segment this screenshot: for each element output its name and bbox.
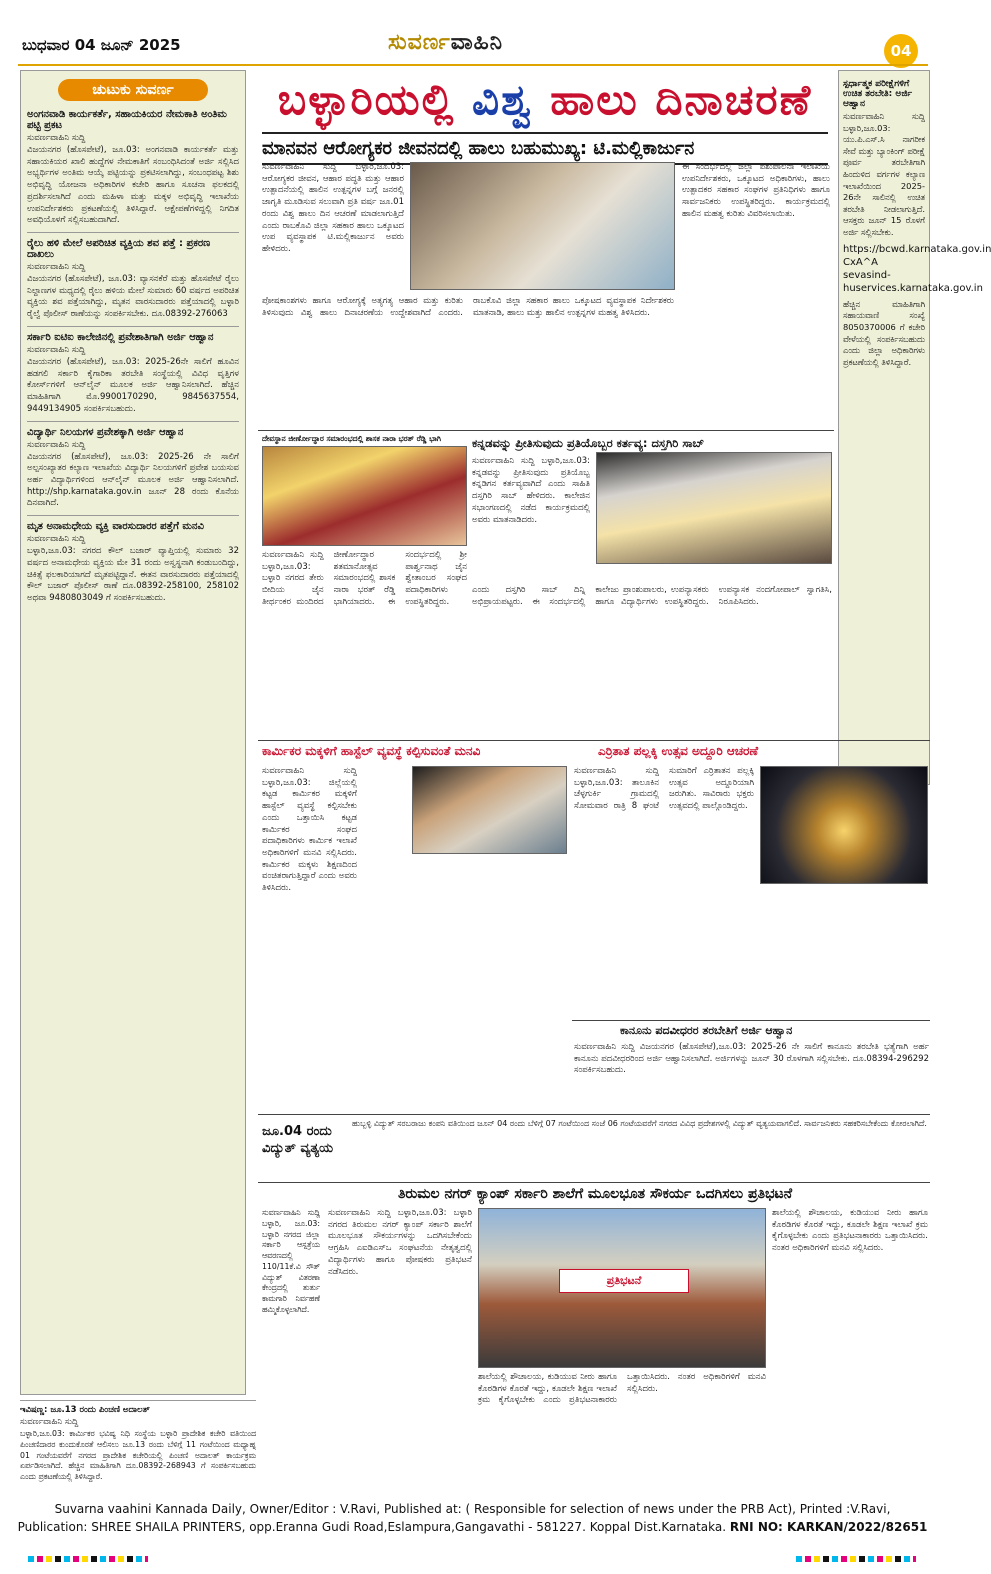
headline-part-a: ಬಳ್ಳಾರಿಯಲ್ಲಿ xyxy=(277,75,456,124)
tirumala-text-c: ಶಾಲೆಯಲ್ಲಿ ಶೌಚಾಲಯ, ಕುಡಿಯುವ ನೀರು ಹಾಗೂ ಕೊಠಡಿಗಳ ಕೊರತೆ ಇದ್ದು, ಕೂಡಲೇ ಶಿಕ್ಷಣ ಇಲಾಖೆ ಕ್ರಮ ಕೈಗೊಳ್ಳಬೇಕು ಎಂದು ಪ್ರತಿಭಟನಾಕಾರರು ಒತ್ತಾಯಿಸಿದರು. ನಂತರ ಅಧಿಕಾರಿಗಳಿಗೆ ಮನವಿ ಸಲ್ಲಿಸಿದರು. xyxy=(772,1208,928,1254)
kannada-text-a: ಸುವರ್ಣವಾಹಿನಿ ಸುದ್ದಿ ಬಳ್ಳಾರಿ,ಜೂ.03: ಕನ್ನಡವನ್ನು ಪ್ರೀತಿಸುವುದು ಪ್ರತಿಯೊಬ್ಬ ಕನ್ನಡಿಗನ ಕರ್ತವ್ಯವಾಗಿದೆ ಎಂದು ಸಾಹಿತಿ ದಸ್ತಗಿರಿ ಸಾಬ್ ಹೇಳಿದರು. ಕಾಲೇಜಿನ ಸಭಾಂಗಣದಲ್ಲಿ ನಡೆದ ಕಾರ್ಯಕ್ರಮದಲ್ಲಿ ಅವರು ಮಾತನಾಡಿದರು. xyxy=(472,456,590,525)
brief-4-byline: ಸುವರ್ಣವಾಹಿನಿ ಸುದ್ದಿ xyxy=(27,439,86,450)
rule xyxy=(258,1114,930,1115)
lead-subheadline: ಮಾನವನ ಆರೋಗ್ಯಕರ ಜೀವನದಲ್ಲಿ ಹಾಲು ಬಹುಮುಖ್ಯ: ಟಿ.ಮಲ್ಲಿಕಾರ್ಜುನ xyxy=(262,132,828,165)
header-divider xyxy=(18,64,928,66)
registration-marks-left xyxy=(28,1556,148,1562)
tirumala-text-b: ಶಾಲೆಯಲ್ಲಿ ಶೌಚಾಲಯ, ಕುಡಿಯುವ ನೀರು ಹಾಗೂ ಕೊಠಡಿಗಳ ಕೊರತೆ ಇದ್ದು, ಕೂಡಲೇ ಶಿಕ್ಷಣ ಇಲಾಖೆ ಕ್ರಮ ಕೈಗೊಳ್ಳಬೇಕು ಎಂದು ಪ್ರತಿಭಟನಾಕಾರರು ಒತ್ತಾಯಿಸಿದರು. ನಂತರ ಅಧಿಕಾರಿಗಳಿಗೆ ಮನವಿ ಸಲ್ಲಿಸಿದರು. xyxy=(478,1372,766,1406)
lead-text-col2: ಪೋಷಕಾಂಶಗಳು ಹಾಗೂ ಆರೋಗ್ಯಕ್ಕೆ ಅತ್ಯಗತ್ಯ ಆಹಾರ ಮತ್ತು ಕುರಿತು ತಿಳಿಸುವುದು ವಿಶ್ವ ಹಾಲು ದಿನಾಚರಣೆಯ ಉದ್ದೇಶವಾಗಿದೆ ಎಂದರು. ರಾಬಕೊವಿ ಜಿಲ್ಲಾ ಸಹಕಾರ ಹಾಲು ಒಕ್ಕೂಟದ ವ್ಯವಸ್ಥಾಪಕ ನಿರ್ದೇಶಕರು ಮಾತನಾಡಿ, ಹಾಲು ಮತ್ತು ಹಾಲಿನ ಉತ್ಪನ್ನಗಳ ಮಹತ್ವ ತಿಳಿಸಿದರು. xyxy=(262,296,674,318)
rule xyxy=(258,1182,930,1183)
rule xyxy=(258,740,930,741)
festival-headline: ಎರ್ರಿತಾತ ಪಲ್ಲಕ್ಕಿ ಉತ್ಸವ ಅದ್ದೂರಿ ಆಚರಣೆ xyxy=(598,744,759,758)
brief-5-text: ಬಳ್ಳಾರಿ,ಜೂ.03: ನಗರದ ಕೌಲ್ ಬಜಾರ್ ವ್ಯಾಪ್ತಿಯಲ್ಲಿ ಸುಮಾರು 32 ವರ್ಷದ ಅನಾಮಧೇಯ ವ್ಯಕ್ತಿಯ ಮೇ 31 ರಂದು ಅಸ್ವಸ್ಥನಾಗಿ ಕಂಡುಬಂದಿದ್ದು, ಚಿಕಿತ್ಸೆ ಫಲಕಾರಿಯಾಗದೆ ಮೃತಪಟ್ಟಿದ್ದಾನೆ. ಈತನ ವಾರಸುದಾರರು ಪತ್ತೆಯಾದಲ್ಲಿ ಕೌಲ್ ಬಜಾರ್ ಪೊಲೀಸ್ ಠಾಣೆ ದೂ.08392-258100, 258102 ಅಥವಾ 9480803049 ಗೆ ಸಂಪರ್ಕಿಸಬಹುದು. xyxy=(27,546,239,603)
brief-3-text: ವಿಜಯನಗರ (ಹೊಸಪೇಟೆ), ಜೂ.03: 2025-26ನೇ ಸಾಲಿಗೆ ಹೂವಿನ ಹಡಗಲಿ ಸರ್ಕಾರಿ ಕೈಗಾರಿಕಾ ತರಬೇತಿ ಸಂಸ್ಥೆಯಲ್ಲಿ ವಿವಿಧ ವೃತ್ತಿಗಳ ಕೋರ್ಸ್‌ಗಳಿಗೆ ಆನ್‌ಲೈನ್ ಮೂಲಕ ಅರ್ಜಿ ಆಹ್ವಾನಿಸಲಾಗಿದೆ. ಹೆಚ್ಚಿನ ಮಾಹಿತಿಗಾಗಿ ಮೊ.9900170290, 9845637554, 9449134905 ಸಂಪರ್ಕಿಸಬಹುದು. xyxy=(27,356,239,414)
footer-line-2: Publication: SHREE SHAILA PRINTERS, opp.Eranna Gudi Road,Eslampura,Gangavathi - 581227. Koppal Dist.Karnataka. xyxy=(17,1520,727,1534)
right-text-b: ಹೆಚ್ಚಿನ ಮಾಹಿತಿಗಾಗಿ ಸಹಾಯವಾಣಿ ಸಂಖ್ಯೆ 8050370006 ಗೆ ಕಚೇರಿ ವೇಳೆಯಲ್ಲಿ ಸಂಪರ್ಕಿಸಬಹುದು ಎಂದು ಜಿಲ್ಲಾ ಅಧಿಕಾರಿಗಳು ಪ್ರಕಟಣೆಯಲ್ಲಿ ತಿಳಿಸಿದ್ದಾರೆ. xyxy=(843,298,925,367)
right-sidebar xyxy=(838,70,991,785)
page-header xyxy=(0,0,945,62)
right-headline: ಸ್ಪರ್ಧಾತ್ಮಕ ಪರೀಕ್ಷೆಗಳಿಗೆ ಉಚಿತ ತರಬೇತಿ: ಅರ್ಜಿ ಆಹ್ವಾನ xyxy=(843,79,913,109)
lead-headline xyxy=(255,72,835,127)
brief-1-text: ವಿಜಯನಗರ (ಹೊಸಪೇಟೆ), ಜೂ.03: ಅಂಗನವಾಡಿ ಕಾರ್ಯಕರ್ತೆ ಮತ್ತು ಸಹಾಯಕಿಯರ ಖಾಲಿ ಹುದ್ದೆಗಳ ನೇಮಕಾತಿಗೆ ಸಂಬಂಧಿಸಿದಂತೆ ಅರ್ಜಿ ಸಲ್ಲಿಸಿದ ಅಭ್ಯರ್ಥಿಗಳ ಅಂತಿಮ ಆಯ್ಕೆ ಪಟ್ಟಿಯನ್ನು ಪ್ರಕಟಿಸಲಾಗಿದ್ದು, ಸಂಬಂಧಪಟ್ಟ ಶಿಶು ಅಭಿವೃದ್ಧಿ ಯೋಜನಾ ಅಧಿಕಾರಿಗಳ ಕಚೇರಿ ಹಾಗೂ ಸೂಚನಾ ಫಲಕದಲ್ಲಿ ಪ್ರದರ್ಶಿಸಲಾಗಿದೆ ಎಂದು ಮಹಿಳಾ ಮತ್ತು ಮಕ್ಕಳ ಅಭಿವೃದ್ಧಿ ಇಲಾಖೆಯ ಉಪನಿರ್ದೇಶಕರು ಪ್ರಕಟಣೆಯಲ್ಲಿ ತಿಳಿಸಿದ್ದಾರೆ. ಆಕ್ಷೇಪಣೆಗಳಿದ್ದಲ್ಲಿ ನಿಗದಿತ ಅವಧಿಯೊಳಗೆ ಸಲ್ಲಿಸಬಹುದಾಗಿದೆ. xyxy=(27,145,239,226)
rni-number: RNI NO: KARKAN/2022/82651 xyxy=(729,1520,928,1534)
law-headline: ಕಾನೂನು ಪದವೀಧರರ ತರಬೇತಿಗೆ ಅರ್ಜಿ ಆಹ್ವಾನ xyxy=(620,1024,793,1037)
rule xyxy=(572,1020,930,1021)
headline-part-c: ಹಾಲು ದಿನಾಚರಣೆ xyxy=(550,75,813,124)
issue-date: ಬುಧವಾರ 04 ಜೂನ್ 2025 xyxy=(22,36,181,54)
brief-4-headline: ವಿದ್ಯಾರ್ಥಿ ನಿಲಯಗಳ ಪ್ರವೇಶಕ್ಕಾಗಿ ಅರ್ಜಿ ಆಹ್ವಾನ xyxy=(27,426,184,438)
footer-line-1: Suvarna vaahini Kannada Daily, Owner/Editor : V.Ravi, Published at: ( Responsible for selection of news under the PRB Act), Printed :V.Ravi, xyxy=(54,1502,891,1516)
lead-text-col1: ಸುವರ್ಣವಾಹಿನಿ ಸುದ್ದಿ ಬಳ್ಳಾರಿ,ಜೂ.03: ಆರೋಗ್ಯಕರ ಜೀವನ, ಆಹಾರ ಪದ್ಧತಿ ಮತ್ತು ಆಹಾರ ಉತ್ಪಾದನೆಯಲ್ಲಿ ಹಾಲಿನ ಉತ್ಪನ್ನಗಳ ಬಗ್ಗೆ ಜನರಲ್ಲಿ ಜಾಗೃತಿ ಮೂಡಿಸುವ ಸಲುವಾಗಿ ಪ್ರತಿ ವರ್ಷ ಜೂ.01 ರಂದು ವಿಶ್ವ ಹಾಲು ದಿನ ಆಚರಣೆ ಮಾಡಲಾಗುತ್ತಿದೆ ಎಂದು ರಾಬಕೊವಿ ಜಿಲ್ಲಾ ಸಹಕಾರ ಹಾಲು ಒಕ್ಕೂಟದ ಉಪ ವ್ಯವಸ್ಥಾಪಕ ಟಿ.ಮಲ್ಲಿಕಾರ್ಜುನ ಅವರು ಹೇಳಿದರು. xyxy=(262,162,404,255)
divider xyxy=(27,515,239,516)
section-badge: ಚುಟುಕು ಸುವರ್ಣ xyxy=(58,79,208,101)
hostel-headline: ಕಾರ್ಮಿಕರ ಮಕ್ಕಳಿಗೆ ಹಾಸ್ಟೆಲ್ ವ್ಯವಸ್ಥೆ ಕಲ್ಪಿಸುವಂತೆ ಮನವಿ xyxy=(262,744,481,758)
kannada-headline: ಕನ್ನಡವನ್ನು ಪ್ರೀತಿಸುವುದು ಪ್ರತಿಯೊಬ್ಬರ ಕರ್ತವ್ಯ: ದಸ್ತಗಿರಿ ಸಾಬ್ xyxy=(472,436,705,450)
pension-byline: ಸುವರ್ಣವಾಹಿನಿ ಸುದ್ದಿ xyxy=(20,1417,79,1427)
brief-2-text: ವಿಜಯನಗರ (ಹೊಸಪೇಟೆ), ಜೂ.03: ವ್ಯಾಸನಕೆರೆ ಮತ್ತು ಹೊಸಪೇಟೆ ರೈಲು ನಿಲ್ದಾಣಗಳ ಮಧ್ಯದಲ್ಲಿ ರೈಲು ಹಳಿಯ ಮೇಲೆ ಸುಮಾರು 60 ವರ್ಷದ ಅಪರಿಚಿತ ವ್ಯಕ್ತಿಯ ಶವ ಪತ್ತೆಯಾಗಿದ್ದು, ಮೃತನ ವಾರಸುದಾರರು ಪತ್ತೆಯಾದಲ್ಲಿ ಬಳ್ಳಾರಿ ರೈಲ್ವೆ ಪೊಲೀಸ್ ಠಾಣೆಯನ್ನು ಸಂಪರ್ಕಿಸಬೇಕು. ದೂ.08392-276063 xyxy=(27,274,239,320)
headline-part-b: ವಿಶ್ವ xyxy=(472,75,534,124)
brief-1-headline: ಅಂಗನವಾಡಿ ಕಾರ್ಯಕರ್ತೆ, ಸಹಾಯಕಿಯರ ನೇಮಕಾತಿ ಅಂತಿಮ ಪಟ್ಟಿ ಪ್ರಕಟ xyxy=(27,109,227,131)
left-sidebar xyxy=(20,70,246,1395)
brief-4-text: ವಿಜಯನಗರ (ಹೊಸಪೇಟೆ), ಜೂ.03: 2025-26 ನೇ ಸಾಲಿಗೆ ಅಲ್ಪಸಂಖ್ಯಾತರ ಕಲ್ಯಾಣ ಇಲಾಖೆಯ ವಿದ್ಯಾರ್ಥಿ ನಿಲಯಗಳಿಗೆ ಪ್ರವೇಶ ಬಯಸುವ ಅರ್ಹ ವಿದ್ಯಾರ್ಥಿಗಳಿಂದ ಆನ್‌ಲೈನ್ ಮೂಲಕ ಅರ್ಜಿ ಆಹ್ವಾನಿಸಲಾಗಿದೆ. http://shp.karnataka.gov.in ಜೂನ್ 28 ರಂದು ಕೊನೆಯ ದಿನವಾಗಿದೆ. xyxy=(27,451,239,509)
brief-5-byline: ಸುವರ್ಣವಾಹಿನಿ ಸುದ್ದಿ xyxy=(27,534,86,545)
masthead-part-a: ಸುವರ್ಣ xyxy=(388,30,451,55)
divider xyxy=(27,421,239,422)
right-website-link[interactable]: https://bcwd.karnataka.gov.in CxA^A sevasind-huservices.karnataka.gov.in xyxy=(843,243,991,294)
festival-photo xyxy=(760,766,928,884)
tirumala-headline: ತಿರುಮಲ ನಗರ್ ಕ್ಯಾಂಪ್ ಸರ್ಕಾರಿ ಶಾಲೆಗೆ ಮೂಲಭೂತ ಸೌಕರ್ಯ ಒದಗಿಸಲು ಪ್ರತಿಭಟನೆ xyxy=(397,1186,793,1202)
right-text-a: ಸುವರ್ಣವಾಹಿನಿ ಸುದ್ದಿ ಬಳ್ಳಾರಿ,ಜೂ.03: ಯು.ಪಿ.ಎಸ್.ಸಿ ನಾಗರೀಕ ಸೇವೆ ಮತ್ತು ಬ್ಯಾಂಕಿಂಗ್ ಪರೀಕ್ಷೆ ಪೂರ್ವ ತರಬೇತಿಗಾಗಿ ಹಿಂದುಳಿದ ವರ್ಗಗಳ ಕಲ್ಯಾಣ ಇಲಾಖೆಯಿಂದ 2025-26ನೇ ಸಾಲಿನಲ್ಲಿ ಉಚಿತ ತರಬೇತಿ ನೀಡಲಾಗುತ್ತಿದೆ. ಆಸಕ್ತರು ಜೂನ್ 15 ರೊಳಗೆ ಅರ್ಜಿ ಸಲ್ಲಿಸಬೇಕು. xyxy=(843,111,925,238)
brief-5-headline: ಮೃತ ಅನಾಮಧೇಯ ವ್ಯಕ್ತಿ ವಾರಸುದಾರರ ಪತ್ತೆಗೆ ಮನವಿ xyxy=(27,521,204,533)
brief-2-byline: ಸುವರ್ಣವಾಹಿನಿ ಸುದ್ದಿ xyxy=(27,262,86,273)
lead-photo xyxy=(410,162,675,290)
kannada-text-b: ಎಂದು ದಸ್ತಗಿರಿ ಸಾಬ್ ದಿನ್ನಿ ಅಭಿಪ್ರಾಯಪಟ್ಟರು. ಈ ಸಂದರ್ಭದಲ್ಲಿ ಕಾಲೇಜು ಪ್ರಾಂಶುಪಾಲರು, ಉಪನ್ಯಾಸಕರು ಹಾಗೂ ವಿದ್ಯಾರ್ಥಿಗಳು ಉಪಸ್ಥಿತರಿದ್ದರು. ಉಪನ್ಯಾಸಕ ನಂದಗೋಪಾಲ್ ಸ್ವಾಗತಿಸಿ, ನಿರೂಪಿಸಿದರು. xyxy=(472,585,832,607)
rule xyxy=(258,430,834,431)
divider xyxy=(27,326,239,327)
kannada-photo xyxy=(596,452,832,564)
brief-1-byline: ಸುವರ್ಣವಾಹಿನಿ ಸುದ್ದಿ xyxy=(27,133,86,143)
pension-text: ಬಳ್ಳಾರಿ,ಜೂ.03: ಕಾರ್ಮಿಕರ ಭವಿಷ್ಯ ನಿಧಿ ಸಂಸ್ಥೆಯ ಬಳ್ಳಾರಿ ಪ್ರಾದೇಶಿಕ ಕಚೇರಿ ವತಿಯಿಂದ ಪಿಂಚಣಿದಾರರ ಕುಂದುಕೊರತೆ ಆಲಿಸಲು ಜೂ.13 ರಂದು ಬೆಳಿಗ್ಗೆ 11 ಗಂಟೆಯಿಂದ ಮಧ್ಯಾಹ್ನ 01 ಗಂಟೆಯವರೆಗೆ ನಗರದ ಪ್ರಾದೇಶಿಕ ಕಚೇರಿಯಲ್ಲಿ ಪಿಂಚಣಿ ಅದಾಲತ್ ಕಾರ್ಯಕ್ರಮ ಏರ್ಪಡಿಸಲಾಗಿದೆ. ಹೆಚ್ಚಿನ ಮಾಹಿತಿಗಾಗಿ ದೂ.08392-268943 ಗೆ ಸಂಪರ್ಕಿಸಬಹುದು ಎಂದು ಪ್ರಕಟಣೆಯಲ್ಲಿ ತಿಳಿಸಿದ್ದಾರೆ. xyxy=(20,1429,256,1481)
hostel-text: ಸುವರ್ಣವಾಹಿನಿ ಸುದ್ದಿ ಬಳ್ಳಾರಿ,ಜೂ.03: ಜಿಲ್ಲೆಯಲ್ಲಿ ಕಟ್ಟಡ ಕಾರ್ಮಿಕರ ಮಕ್ಕಳಿಗೆ ಹಾಸ್ಟೆಲ್ ವ್ಯವಸ್ಥೆ ಕಲ್ಪಿಸಬೇಕು ಎಂದು ಒತ್ತಾಯಿಸಿ ಕಟ್ಟಡ ಕಾರ್ಮಿಕರ ಸಂಘದ ಪದಾಧಿಕಾರಿಗಳು ಕಾರ್ಮಿಕ ಇಲಾಖೆ ಅಧಿಕಾರಿಗಳಿಗೆ ಮನವಿ ಸಲ್ಲಿಸಿದರು. ಕಾರ್ಮಿಕರ ಮಕ್ಕಳು ಶಿಕ್ಷಣದಿಂದ ವಂಚಿತರಾಗುತ್ತಿದ್ದಾರೆ ಎಂದು ಅವರು ತಿಳಿಸಿದರು. xyxy=(262,766,357,894)
law-text: ಸುವರ್ಣವಾಹಿನಿ ಸುದ್ದಿ ವಿಜಯನಗರ (ಹೊಸಪೇಟೆ),ಜೂ.03: 2025-26 ನೇ ಸಾಲಿಗೆ ಕಾನೂನು ತರಬೇತಿ ಭತ್ಯೆಗಾಗಿ ಅರ್ಹ ಕಾನೂನು ಪದವೀಧರರಿಂದ ಅರ್ಜಿ ಆಹ್ವಾನಿಸಲಾಗಿದೆ. ಅರ್ಜಿಗಳನ್ನು ಜೂನ್ 30 ರೊಳಗಾಗಿ ಸಲ್ಲಿಸಬೇಕು. ದೂ.08394-296292 ಸಂಪರ್ಕಿಸಬಹುದು. xyxy=(574,1042,929,1076)
page-footer xyxy=(0,1500,945,1536)
temple-text: ಸುವರ್ಣವಾಹಿನಿ ಸುದ್ದಿ ಬಳ್ಳಾರಿ,ಜೂ.03: ಬಳ್ಳಾರಿ ನಗರದ ತೇರು ಬೀದಿಯ ಜೈನ ತೀರ್ಥಂಕರ ಮಂದಿರದ ಜೀರ್ಣೋದ್ಧಾರ ಶತಮಾನೋತ್ಸವ ಸಮಾರಂಭದಲ್ಲಿ ಶಾಸಕ ನಾರಾ ಭರತ್ ರೆಡ್ಡಿ ಭಾಗಿಯಾದರು. ಈ ಸಂದರ್ಭದಲ್ಲಿ ಶ್ರೀ ಪಾರ್ಶ್ವನಾಥ ಜೈನ ಶ್ವೇತಾಂಬರ ಸಂಘದ ಪದಾಧಿಕಾರಿಗಳು ಉಪಸ್ಥಿತರಿದ್ದರು. xyxy=(262,550,467,607)
masthead-part-b: ವಾಹಿನಿ xyxy=(450,30,504,55)
power-headline: ಜೂ.04 ರಂದು ವಿದ್ಯುತ್ ವ್ಯತ್ಯಯ xyxy=(262,1124,334,1156)
brief-3-byline: ಸುವರ್ಣವಾಹಿನಿ ಸುದ್ದಿ xyxy=(27,344,86,355)
pension-brief xyxy=(20,1400,256,1496)
pension-headline: ಇವಿಷಣ್ಣ: ಜೂ.13 ರಂದು ಪಿಂಚಣಿ ಅದಾಲತ್ xyxy=(20,1405,150,1415)
power-text: ಹುಬ್ಬಳ್ಳಿ ವಿದ್ಯುತ್ ಸರಬರಾಜು ಕಂಪನಿ ವತಿಯಿಂದ ಜೂನ್ 04 ರಂದು ಬೆಳಿಗ್ಗೆ 07 ಗಂಟೆಯಿಂದ ಸಂಜೆ 06 ಗಂಟೆಯವರೆಗೆ ನಗರದ ವಿವಿಧ ಪ್ರದೇಶಗಳಲ್ಲಿ ವಿದ್ಯುತ್ ವ್ಯತ್ಯಯವಾಗಲಿದೆ. ಸಾರ್ವಜನಿಕರು ಸಹಕರಿಸಬೇಕೆಂದು ಕೋರಲಾಗಿದೆ. xyxy=(352,1119,927,1128)
tirumala-photo xyxy=(478,1208,766,1368)
masthead-logo xyxy=(388,30,503,55)
tirumala-text-a: ಸುವರ್ಣವಾಹಿನಿ ಸುದ್ದಿ ಬಳ್ಳಾರಿ,ಜೂ.03: ಬಳ್ಳಾರಿ ನಗರದ ತಿರುಮಲ ನಗರ್ ಕ್ಯಾಂಪ್ ಸರ್ಕಾರಿ ಶಾಲೆಗೆ ಮೂಲಭೂತ ಸೌಕರ್ಯಗಳನ್ನು ಒದಗಿಸಬೇಕೆಂದು ಆಗ್ರಹಿಸಿ ಎಐಡಿಎಸ್‌ಒ ಸಂಘಟನೆಯ ನೇತೃತ್ವದಲ್ಲಿ ವಿದ್ಯಾರ್ಥಿಗಳು ಹಾಗೂ ಪೋಷಕರು ಪ್ರತಿಭಟನೆ ನಡೆಸಿದರು. xyxy=(328,1208,472,1277)
registration-marks-right xyxy=(796,1556,916,1562)
temple-label: ದೇವಸ್ಥಾನ ಜೀರ್ಣೋದ್ಧಾರ ಸಮಾರಂಭದಲ್ಲಿ ಶಾಸಕ ನಾರಾ ಭರತ್ ರೆಡ್ಡಿ ಭಾಗಿ xyxy=(262,434,441,443)
page-number: 04 xyxy=(884,34,918,68)
brief-3-headline: ಸರ್ಕಾರಿ ಐಟಿಐ ಕಾಲೇಜಿನಲ್ಲಿ ಪ್ರವೇಶಾತಿಗಾಗಿ ಅರ್ಜಿ ಆಹ್ವಾನ xyxy=(27,331,214,343)
festival-text: ಸುವರ್ಣವಾಹಿನಿ ಸುದ್ದಿ ಬಳ್ಳಾರಿ,ಜೂ.03: ತಾಲೂಕಿನ ಚೆಳ್ಳಗುರ್ಕಿ ಗ್ರಾಮದಲ್ಲಿ ಸೋಮವಾರ ರಾತ್ರಿ 8 ಘಂಟೆ ಸುಮಾರಿಗೆ ಎರ್ರಿತಾತನ ಪಲ್ಲಕ್ಕಿ ಉತ್ಸವ ಅದ್ದೂರಿಯಾಗಿ ಜರುಗಿತು. ಸಾವಿರಾರು ಭಕ್ತರು ಉತ್ಸವದಲ್ಲಿ ಪಾಲ್ಗೊಂಡಿದ್ದರು. xyxy=(574,766,754,812)
temple-photo xyxy=(262,446,467,546)
protest-banner: ಪ್ರತಿಭಟನೆ xyxy=(559,1269,689,1293)
brief-2-headline: ರೈಲು ಹಳಿ ಮೇಲೆ ಅಪರಿಚಿತ ವ್ಯಕ್ತಿಯ ಶವ ಪತ್ತೆ : ಪ್ರಕರಣ ದಾಖಲು xyxy=(27,238,211,261)
divider xyxy=(27,232,239,233)
lead-text-col3: ಈ ಸಂದರ್ಭದಲ್ಲಿ ಜಿಲ್ಲಾ ಪಶುಪಾಲನಾ ಇಲಾಖೆಯ ಉಪನಿರ್ದೇಶಕರು, ಒಕ್ಕೂಟದ ಅಧಿಕಾರಿಗಳು, ಹಾಲು ಉತ್ಪಾದಕರ ಸಹಕಾರ ಸಂಘಗಳ ಪ್ರತಿನಿಧಿಗಳು ಹಾಗೂ ಸಾರ್ವಜನಿಕರು ಉಪಸ್ಥಿತರಿದ್ದರು. ಕಾರ್ಯಕ್ರಮದಲ್ಲಿ ಹಾಲಿನ ಮಹತ್ವ ಕುರಿತು ವಿವರಿಸಲಾಯಿತು. xyxy=(682,162,830,219)
small-mid-text: ಸುವರ್ಣವಾಹಿನಿ ಸುದ್ದಿ ಬಳ್ಳಾರಿ, ಜೂ.03: ಬಳ್ಳಾರಿ ನಗರದ ಜಿಲ್ಲಾ ಸರ್ಕಾರಿ ಆಸ್ಪತ್ರೆಯ ಆವರಣದಲ್ಲಿ 110/11ಕೆ.ವಿ ಸೌತ್ ವಿದ್ಯುತ್ ವಿತರಣಾ ಕೇಂದ್ರದಲ್ಲಿ ತುರ್ತು ಕಾಮಗಾರಿ ನಿರ್ವಹಣೆ ಹಮ್ಮಿಕೊಳ್ಳಲಾಗಿದೆ. xyxy=(262,1208,320,1314)
